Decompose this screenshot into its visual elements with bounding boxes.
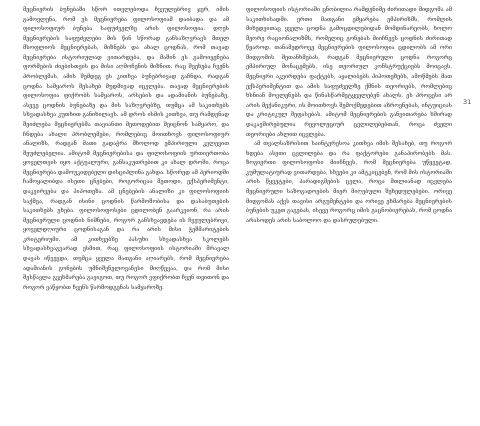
right-paragraph-2: ამ თვალსაზრისით საინტერესოა კითხვა იმის შესახებ, თუ როგორ ხდება ასეთი ცვლილება და რა ფაქტორები განაპირობებს მას. ზოგიერთი ფილოსოფოსი მიიჩნევს, რომ მეცნიერება უწყვეტად, კუმულატიურად ვითარდება, სხვები კი ამტკიცებენ, რომ მის ისტორიაში არის წყვეტები, პარადიგმების ცვლა, როცა მთლიანად იცვლება მეცნიერული საზოგადოების მიერ მიღებული შეხედულებები. ორივე მიდგომას აქვს თავისი არგუმენტები და ორივე ეხმარება მეცნიერების ბუნების უკეთ გაგებას, ისევე როგორც იმის გაცნობიერებას, რომ ცოდნა არასოდეს არის საბოლოო და დასრულებული. bbox=[246, 141, 452, 224]
right-paragraph-1: ფილოსოფიის ისტორიაში ცნობილია რამდენიმე ძირითადი მიდგომა ამ საკითხისადმი. ერთი მათგანი ემყარება ემპირიზმს, რომლის მიხედვითაც ყველა ცოდნა გამოცდილებიდან მომდინარეობს, ხოლო მეორე რაციონალიზმს, რომელიც გონებას მიიჩნევს ცოდნის ძირითად წყაროდ. თანამედროვე მეცნიერების ფილოსოფია ცდილობს ამ ორი მიდგომის შეთანხმებას, რადგან მეცნიერული ცოდნა როგორც ემპირიულ მონაცემებს, ისე თეორიულ კონსტრუქციებს მოიცავს. მეცნიერი აკვირდება ფაქტებს, აყალიბებს ჰიპოთეზებს, ამოწმებს მათ ექსპერიმენტით და ამის საფუძველზე ქმნის თეორიებს, რომლებიც ხსნიან მოვლენებს და წინასწარმეტყველებენ ახალს. ეს პროცესი არ არის მექანიკური, ის მოითხოვს შემოქმედებით აზროვნებას, ინტუიციას და კრიტიკულ შეფასებას. ამიტომ მეცნიერების განვითარება ხშირად დაკავშირებულია რევოლუციურ ცვლილებებთან, როცა ძველი თეორიები ახლით იცვლება. bbox=[246, 7, 452, 138]
left-text-column bbox=[23, 6, 229, 424]
page-number: 31 bbox=[463, 98, 472, 106]
right-text-column bbox=[246, 6, 452, 424]
left-paragraph-1: მეცნიერის ბუნებაში სწორ ითვლებოდა ჩვეულებრივ ჯერ, იმის გამოვლენა, რომ ეს მეცნიერება ფილოსოფიამ დაიბადა და ამ ფილოსოფიურ ბუნება საფუძველზე არის ფილოსოფია. დღეს მეცნიერების საფუძვლები მის წინ სწორად განსაზღვრავს მთელ მსოფლიოს მეცნიერებას, მიზნებს და ახალ ცოდნას, რომ თავად მეცნიერება ისტორიულად ვითარდება, და მაშინ ეს გამოიყენება ფორმების ძიებისთვის და მისი აღმოჩენის მიზნით. რაც შეეხება ჩვენს პრობლემას, ამის შემდეგ ეს კითხვა ბუნებრივად გაჩნდა, რადგან ცოდნა სამყაროს შესახებ მუდმივად იცვლება. თავად მეცნიერების ფილოსოფია ფიქრობს სამყაროს, არსების და ადამიანის ბუნებაზე, ასევე ცოდნის ბუნებაზე და მის საზღვრებზე, თუმცა ამ საკითხებს სხვადასხვა კუთხით განიხილავს. ამ დროს ისმის კითხვა, თუ რამდენად შეიძლება მეცნიერებმა თავიანთი მეთოდებით შეიცნონ სამყარო, და ჩნდება ახალი პრობლემები, რომლებიც მოითხოვს ფილოსოფიურ ანალიზს, რადგან მათი გადაჭრა მხოლოდ ემპირიული კვლევით შეუძლებელია. ამიტომ მეცნიერებისა და ფილოსოფიის ურთიერთობა ყოველთვის იყო აქტუალური, განსაკუთრებით კი ახალ დროში, როცა მეცნიერება დამოუკიდებელი დისციპლინა გახდა. სწორედ ამ პერიოდში ჩამოყალიბდა ისეთი ცნებები, როგორიცაა მეთოდი, ექსპერიმენტი, დაკვირვება და ჰიპოთეზა. ამ ცნებების ანალიზი კი ფილოსოფიის საქმეა, რადგან ისინი ცოდნის წარმოშობისა და დასაბუთების საკითხებს ეხება. ფილოსოფოსები ცდილობენ გაარკვიონ, რა არის მეცნიერული ცოდნის ნიშნები, როგორ განსხვავდება ის ჩვეულებრივი, ყოველდღიური ცოდნისაგან და რა არის მისი ჭეშმარიტების კრიტერიუმი. ამ კითხვებზე პასუხი სხვადასხვა სკოლებს სხვადასხვაგვარად ესმით, რაც ფილოსოფიის ისტორიაში მრავალ დავას იწვევდა, თუმცა ყველა მათგანი აღიარებს, რომ მეცნიერება ადამიანის გონების უმნიშვნელოვანესი მიღწევაა, და რომ მისი შესწავლა გვეხმარება გავიგოთ, თუ როგორ ვფიქრობთ ჩვენ თვითონ და როგორ ვაწყობთ ჩვენს წარმოდგენას სამყაროზე. bbox=[23, 7, 229, 291]
